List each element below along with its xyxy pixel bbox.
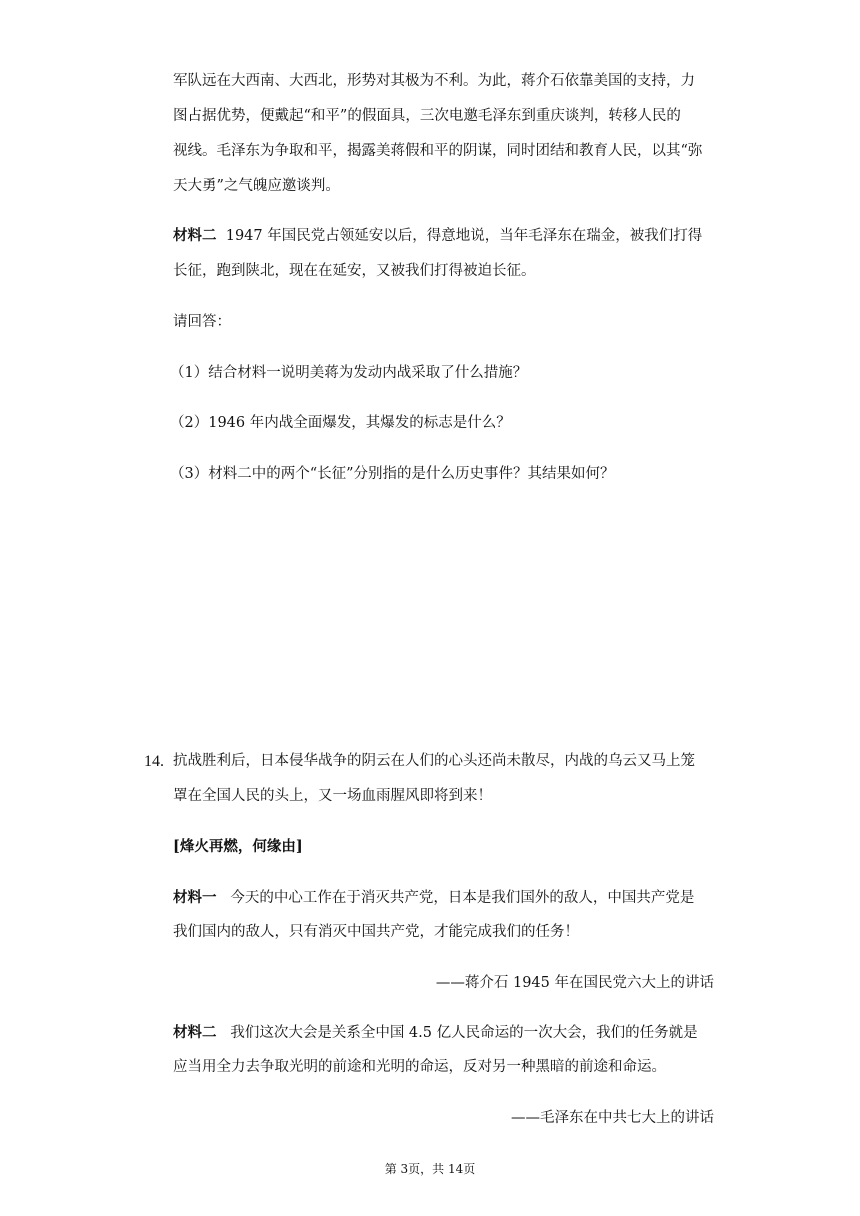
intro-line: 抗战胜利后，日本侵华战争的阴云在人们的心头还尚未散尽，内战的乌云又马上笼 xyxy=(173,753,695,769)
material-line: 长征，跑到陕北，现在在延安，又被我们打得被迫长征。 xyxy=(173,263,536,279)
prompt-text: 请回答： xyxy=(173,314,231,330)
question-1: （1）结合材料一说明美蒋为发动内战采取了什么措施？ xyxy=(170,365,528,381)
question-3: （3）材料二中的两个“长征”分别指的是什么历史事件？其结果如何？ xyxy=(170,466,615,482)
material-text: 我们这次大会是关系全中国 4.5 亿人民命运的一次大会，我们的任务就是 xyxy=(230,1025,698,1041)
material-line xyxy=(173,1023,698,1043)
intro-line: 罩在全国人民的头上，又一场血雨腥风即将到来！ xyxy=(173,788,492,804)
material-text: 1947 年国民党占领延安以后，得意地说，当年毛泽东在瑞金，被我们打得 xyxy=(225,228,703,244)
material-source: ——蒋介石 1945 年在国民党六大上的讲话 xyxy=(435,975,714,991)
section-title: [烽火再燃，何缘由] xyxy=(173,838,303,855)
material-line xyxy=(173,888,694,908)
material-line: 应当用全力去争取光明的前途和光明的命运，反对另一种黑暗的前途和命运。 xyxy=(173,1059,666,1075)
material-source: ——毛泽东在中共七大上的讲话 xyxy=(511,1110,714,1126)
material-label: 材料二 xyxy=(173,227,217,244)
page-footer: 第 3页，共 14页 xyxy=(384,1162,476,1176)
material-line: 我们国内的敌人，只有消灭中国共产党，才能完成我们的任务！ xyxy=(173,924,579,940)
paragraph-line: 视线。毛泽东为争取和平，揭露美蒋假和平的阴谋，同时团结和教育人民，以其“弥 xyxy=(173,143,703,159)
material-label: 材料二 xyxy=(173,1024,217,1041)
question-number: 14. xyxy=(144,753,164,770)
paragraph-line: 军队远在大西南、大西北，形势对其极为不利。为此，蒋介石依靠美国的支持，力 xyxy=(173,73,695,89)
paragraph-line: 图占据优势，便戴起“和平”的假面具，三次电邀毛泽东到重庆谈判，转移人民的 xyxy=(173,108,681,124)
material-line xyxy=(173,226,702,246)
question-2: （2）1946 年内战全面爆发，其爆发的标志是什么？ xyxy=(170,415,511,431)
material-label: 材料一 xyxy=(173,889,217,906)
paragraph-line: 天大勇”之气魄应邀谈判。 xyxy=(173,178,340,194)
material-text: 今天的中心工作在于消灭共产党，日本是我们国外的敌人，中国共产党是 xyxy=(230,890,695,906)
